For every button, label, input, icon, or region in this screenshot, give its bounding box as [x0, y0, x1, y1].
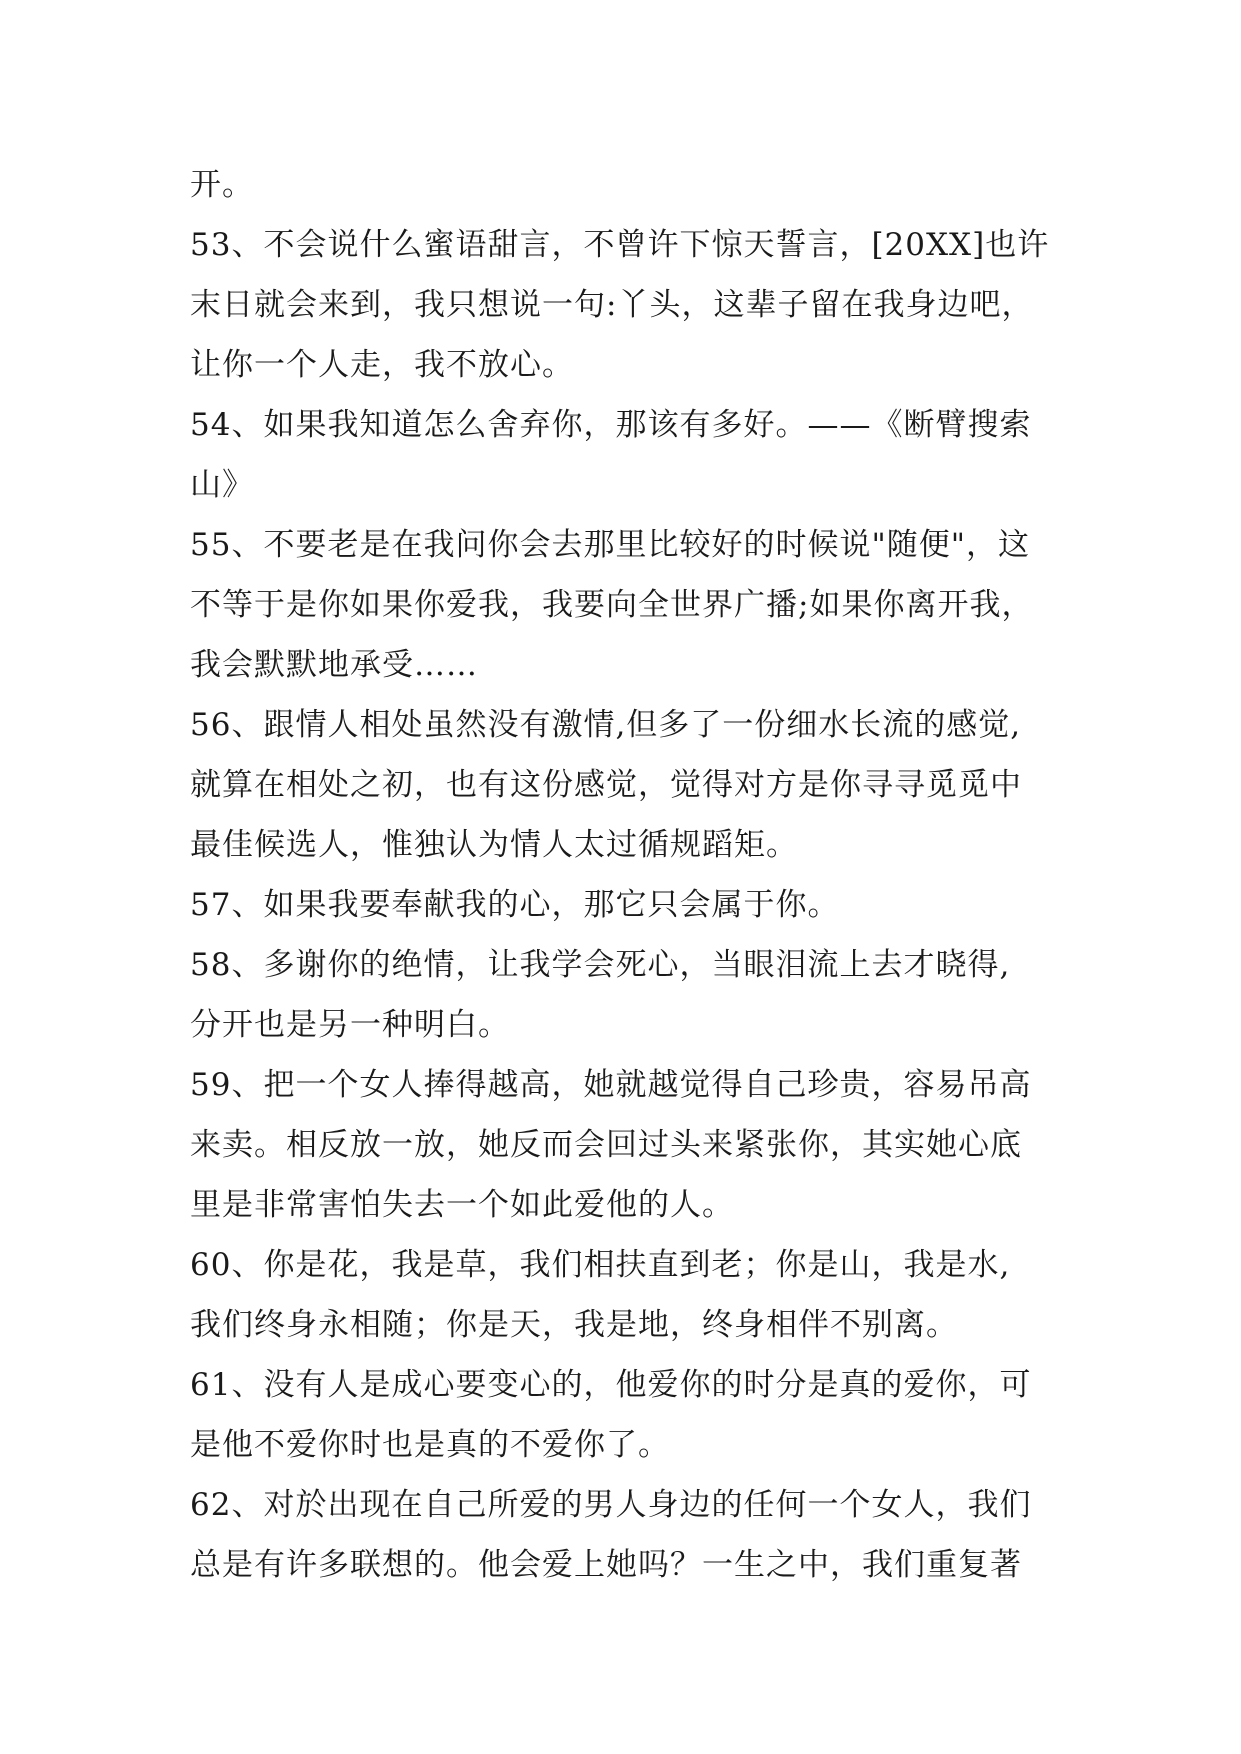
text-line: 是他不爱你时也是真的不爱你了。: [190, 1427, 670, 1463]
text-line: 53、不会说什么蜜语甜言，不曾许下惊天誓言，[20XX]也许: [190, 227, 1050, 263]
text-line: 不等于是你如果你爱我，我要向全世界广播;如果你离开我，: [190, 587, 1034, 623]
text-line: 54、如果我知道怎么舍弃你，那该有多好。——《断臂搜索: [190, 407, 1032, 443]
text-line: 末日就会来到，我只想说一句:丫头，这辈子留在我身边吧，: [190, 287, 1034, 323]
text-line: 山》: [190, 467, 254, 503]
text-line: 开。: [190, 167, 254, 203]
text-line: 最佳候选人，惟独认为情人太过循规蹈矩。: [190, 827, 798, 863]
body-text: [190, 155, 1060, 1595]
text-line: 里是非常害怕失去一个如此爱他的人。: [190, 1187, 734, 1223]
text-line: 总是有许多联想的。他会爱上她吗？一生之中，我们重复著: [190, 1547, 1022, 1583]
text-line: 58、多谢你的绝情，让我学会死心，当眼泪流上去才晓得,: [190, 947, 1011, 983]
text-line: 56、跟情人相处虽然没有激情,但多了一份细水长流的感觉,: [190, 707, 1022, 743]
text-line: 57、如果我要奉献我的心，那它只会属于你。: [190, 887, 840, 923]
text-line: 让你一个人走，我不放心。: [190, 347, 574, 383]
text-line: 来卖。相反放一放，她反而会回过头来紧张你，其实她心底: [190, 1127, 1022, 1163]
text-line: 59、把一个女人捧得越高，她就越觉得自己珍贵，容易吊高: [190, 1067, 1032, 1103]
text-line: 62、对於出现在自己所爱的男人身边的任何一个女人，我们: [190, 1487, 1032, 1523]
text-line: 60、你是花，我是草，我们相扶直到老；你是山，我是水,: [190, 1247, 1011, 1283]
text-line: 61、没有人是成心要变心的，他爱你的时分是真的爱你，可: [190, 1367, 1032, 1403]
text-line: 分开也是另一种明白。: [190, 1007, 510, 1043]
text-line: 我们终身永相随；你是天，我是地，终身相伴不别离。: [190, 1307, 958, 1343]
text-line: 我会默默地承受……: [190, 647, 478, 683]
text-line: 55、不要老是在我问你会去那里比较好的时候说"随便"，这: [190, 527, 1030, 563]
text-line: 就算在相处之初，也有这份感觉，觉得对方是你寻寻觅觅中: [190, 767, 1022, 803]
